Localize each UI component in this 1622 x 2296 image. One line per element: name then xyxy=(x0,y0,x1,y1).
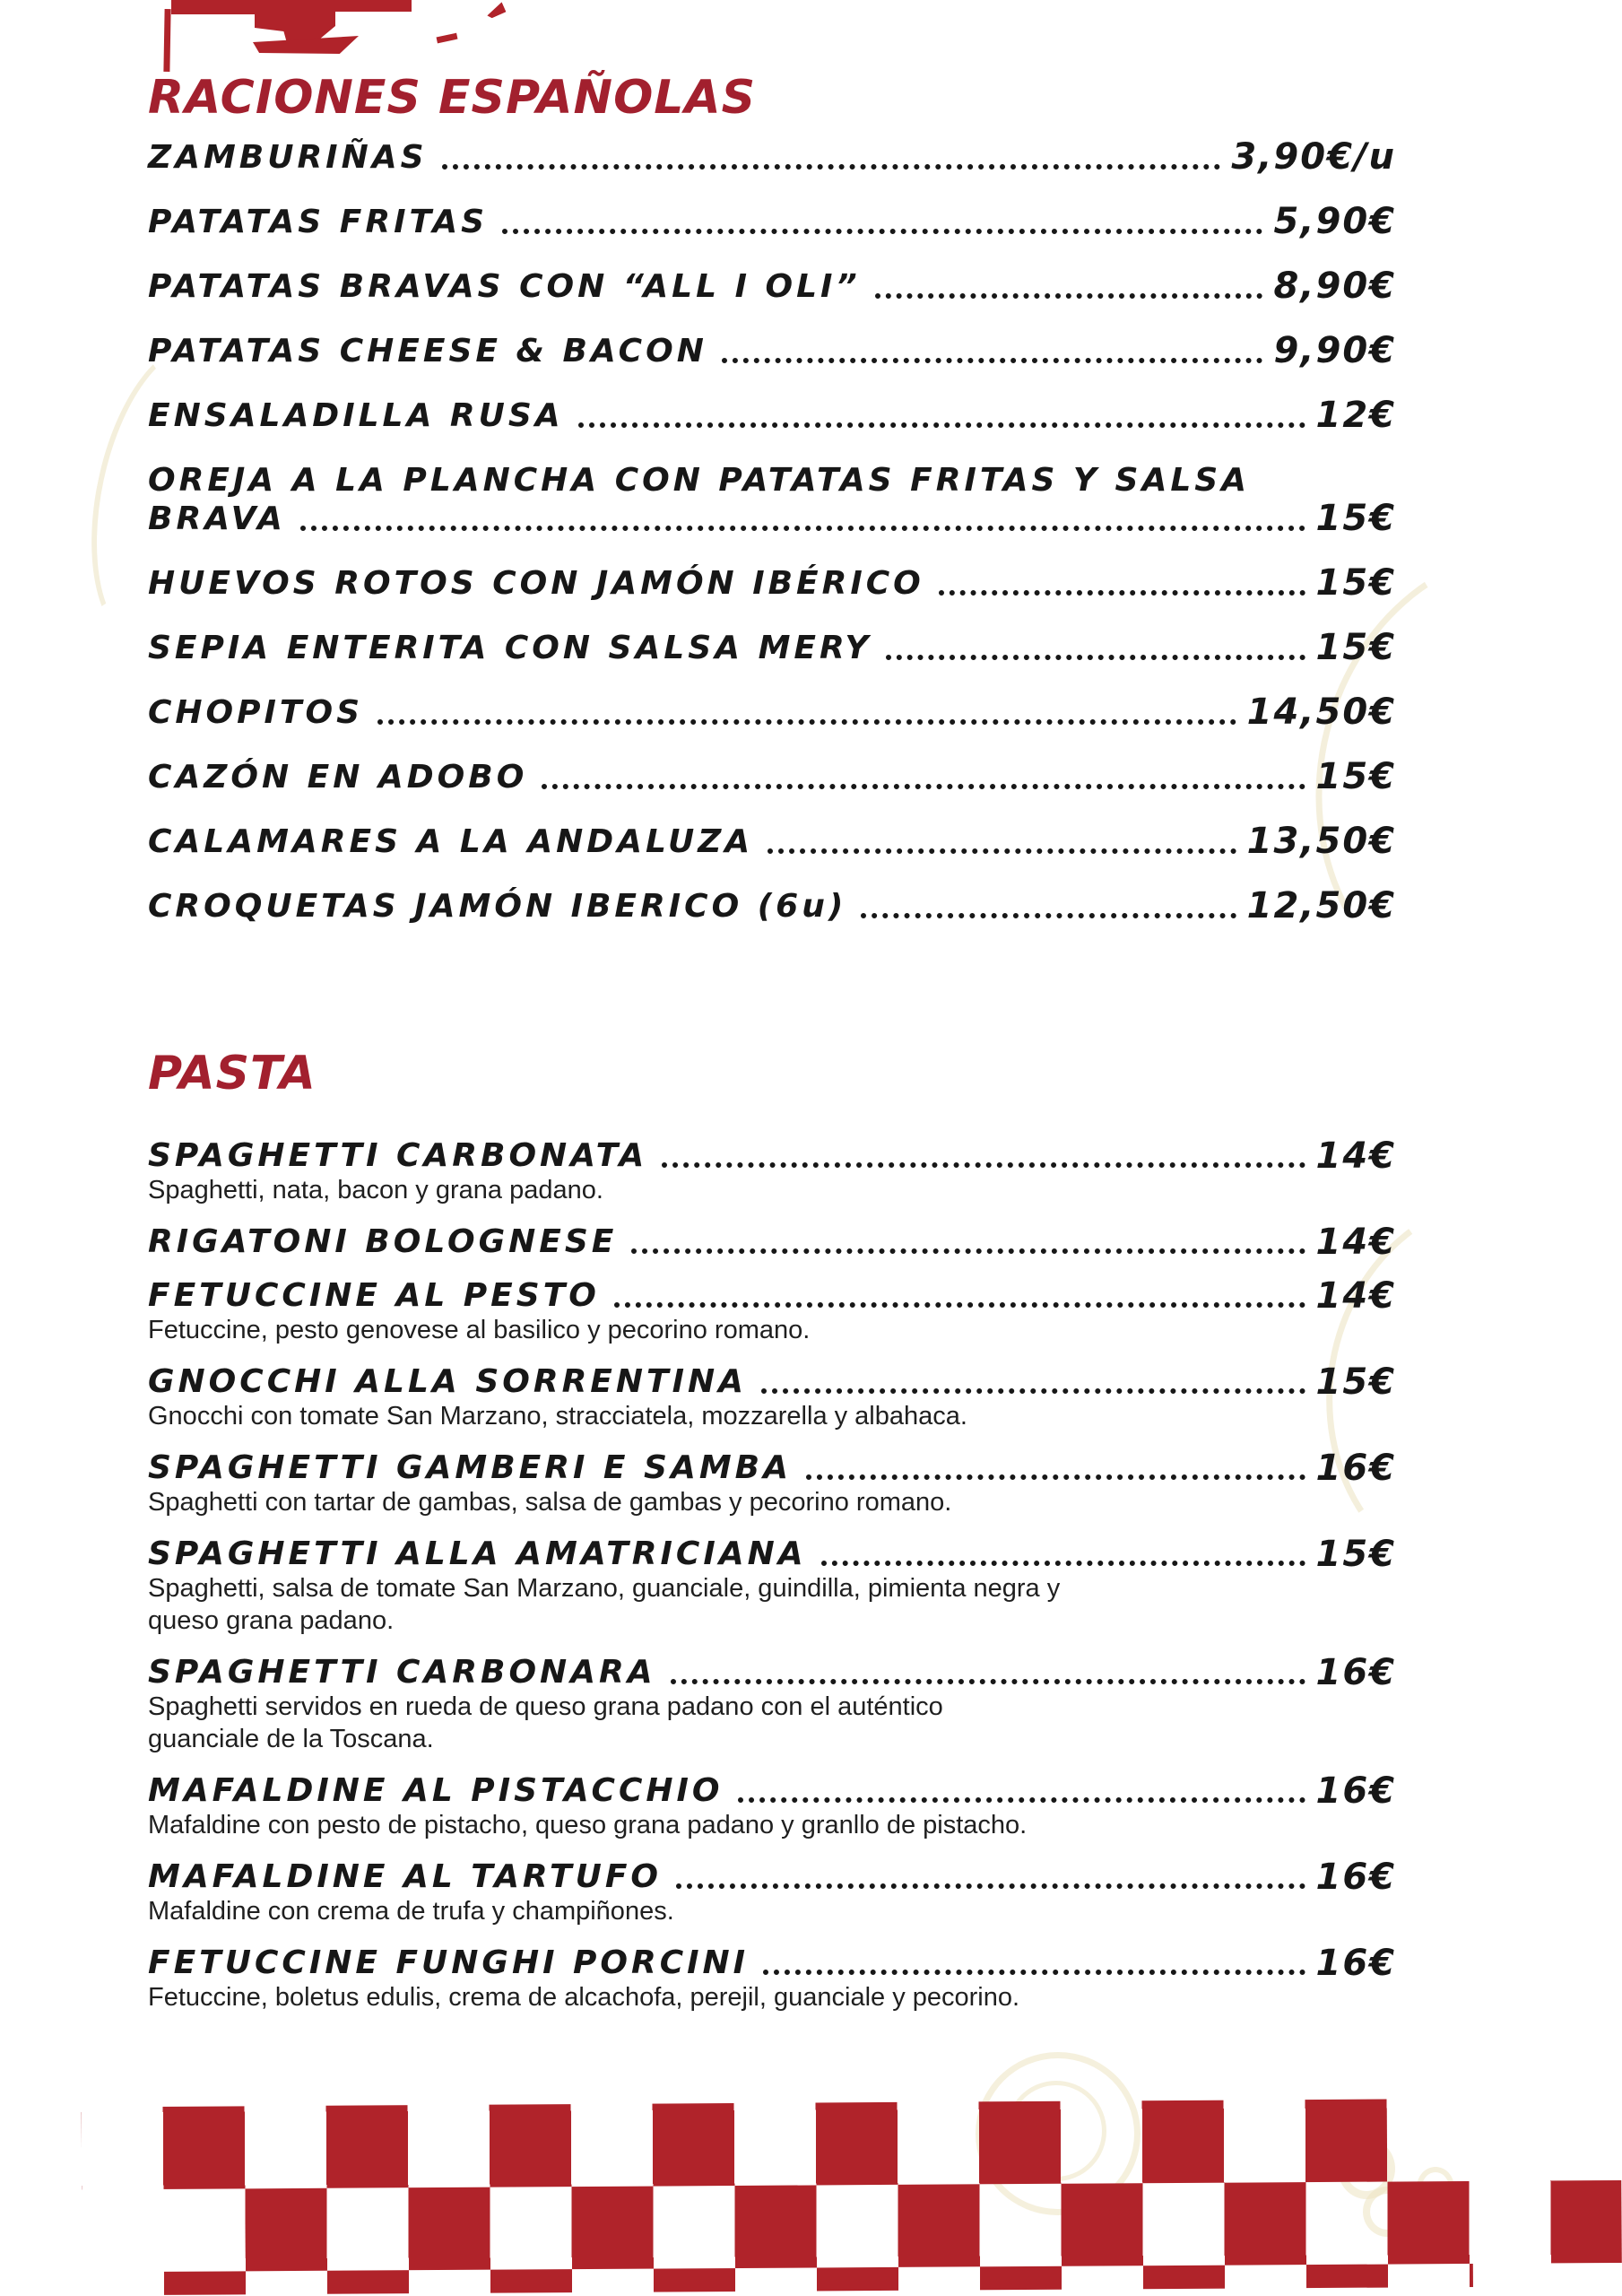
item-price: 16€ xyxy=(1315,1942,1396,1984)
menu-item-row xyxy=(148,1651,1396,1693)
item-name: SPAGHETTI GAMBERI E SAMBA xyxy=(148,1448,792,1486)
item-description: Fetuccine, boletus edulis, crema de alcachofa, perejil, guanciale y pecorino. xyxy=(148,1982,1020,2012)
menu-item xyxy=(148,1772,1396,1842)
item-price: 13,50€ xyxy=(1246,820,1396,862)
menu-item xyxy=(148,822,1396,861)
menu-item xyxy=(148,1274,1396,1347)
menu-item-row xyxy=(148,267,1396,306)
item-description: guanciale de la Toscana. xyxy=(148,1724,434,1753)
menu-item-row xyxy=(148,1449,1396,1487)
item-price: 12,50€ xyxy=(1246,884,1396,926)
item-name: CALAMARES A LA ANDALUZA xyxy=(148,822,754,860)
brush-stroke xyxy=(484,2,506,20)
dots-leader xyxy=(821,1561,1305,1566)
checker-row xyxy=(82,2100,1388,2190)
menu-item-row xyxy=(148,1858,1396,1896)
menu-item-row xyxy=(148,1944,1396,1982)
menu-item-row xyxy=(148,1535,1396,1573)
item-name: CHOPITOS xyxy=(148,693,364,731)
item-price: 3,90€/u xyxy=(1231,135,1396,178)
item-description: Mafaldine con crema de trufa y champiñones. xyxy=(148,1896,674,1926)
item-price: 16€ xyxy=(1315,1770,1396,1812)
menu-item-row xyxy=(148,1363,1396,1401)
item-name: MAFALDINE AL PISTACCHIO xyxy=(148,1771,724,1809)
dots-leader xyxy=(671,1679,1305,1684)
dots-leader xyxy=(502,229,1262,234)
item-name: CAZÓN EN ADOBO xyxy=(148,758,528,796)
dots-leader xyxy=(676,1883,1305,1889)
section-title: RACIONES ESPAÑOLAS xyxy=(148,71,757,125)
item-name: ZAMBURIÑAS xyxy=(148,138,428,176)
menu-section xyxy=(148,1048,1396,2031)
menu-item-row xyxy=(148,396,1396,435)
menu-item xyxy=(148,1944,1396,2014)
dots-leader xyxy=(542,784,1305,789)
item-name: HUEVOS ROTOS CON JAMÓN IBÉRICO xyxy=(148,564,924,602)
item-description: queso grana padano. xyxy=(148,1605,395,1635)
menu-item xyxy=(148,884,1396,926)
menu-item xyxy=(148,1363,1396,1433)
menu-item xyxy=(148,1651,1396,1756)
dots-leader xyxy=(662,1162,1305,1168)
item-name: PATATAS FRITAS xyxy=(148,203,489,240)
menu-item-row xyxy=(148,884,1396,926)
menu-item xyxy=(148,329,1396,371)
dots-leader xyxy=(761,1388,1305,1394)
item-description: Mafaldine con pesto de pistacho, queso grana padano y granllo de pistacho. xyxy=(148,1810,1028,1839)
menu-item xyxy=(148,1535,1396,1638)
item-description: Fetuccine, pesto genovese al basilico y pecorino romano. xyxy=(148,1315,811,1344)
menu-item-row xyxy=(148,693,1396,732)
brush-stroke xyxy=(163,9,170,72)
item-price: 15€ xyxy=(1315,1361,1396,1403)
dots-leader xyxy=(875,293,1263,299)
item-name: SPAGHETTI CARBONATA xyxy=(148,1136,648,1174)
menu-item xyxy=(148,755,1396,797)
checker-square xyxy=(171,0,255,14)
menu-item-row xyxy=(148,200,1396,242)
item-description: Spaghetti con tartar de gambas, salsa de gambas y pecorino romano. xyxy=(148,1487,952,1517)
item-name: FETUCCINE AL PESTO xyxy=(148,1276,600,1314)
item-name: PATATAS BRAVAS CON “ALL I OLI” xyxy=(148,267,861,305)
dots-leader xyxy=(377,719,1236,725)
dots-leader xyxy=(578,422,1305,428)
dots-leader xyxy=(763,1970,1305,1975)
item-description: Spaghetti, salsa de tomate San Marzano, guanciale, guindilla, pimienta negra y xyxy=(148,1573,1061,1603)
checker-square xyxy=(335,0,412,12)
item-price: 8,90€ xyxy=(1273,265,1396,307)
menu-item xyxy=(148,200,1396,242)
menu-section xyxy=(148,72,1396,952)
item-description: Spaghetti servidos en rueda de queso grana padano con el auténtico xyxy=(148,1692,943,1721)
dots-leader xyxy=(886,655,1305,660)
menu-item xyxy=(148,626,1396,668)
item-price: 12€ xyxy=(1315,394,1396,436)
checker-row xyxy=(245,2180,1622,2271)
menu-item xyxy=(148,461,1396,538)
dots-leader xyxy=(614,1302,1305,1308)
menu-item-row xyxy=(148,135,1396,178)
item-name: BRAVA xyxy=(148,500,286,537)
item-price: 16€ xyxy=(1315,1651,1396,1693)
item-price: 14€ xyxy=(1315,1274,1396,1317)
menu-item xyxy=(148,267,1396,306)
dots-leader xyxy=(738,1797,1305,1803)
item-description: Spaghetti, nata, bacon y grana padano. xyxy=(148,1175,603,1205)
dots-leader xyxy=(442,164,1221,170)
menu-item xyxy=(148,561,1396,604)
bottom-checker-border xyxy=(0,2098,1622,2296)
item-name: GNOCCHI ALLA SORRENTINA xyxy=(148,1362,747,1400)
menu-item xyxy=(148,693,1396,732)
item-price: 14€ xyxy=(1315,1221,1396,1263)
item-price: 14,50€ xyxy=(1246,691,1396,733)
section-title: PASTA xyxy=(148,1047,317,1100)
item-price: 5,90€ xyxy=(1273,200,1396,242)
item-price: 15€ xyxy=(1315,497,1396,539)
menu-item xyxy=(148,135,1396,178)
menu-item xyxy=(148,1223,1396,1261)
menu-item-row xyxy=(148,626,1396,668)
item-price: 15€ xyxy=(1315,1533,1396,1575)
item-name: PATATAS CHEESE & BACON xyxy=(148,332,707,370)
dots-leader xyxy=(806,1474,1305,1480)
dots-leader xyxy=(631,1248,1305,1254)
menu-item-row xyxy=(148,329,1396,371)
item-price: 9,90€ xyxy=(1273,329,1396,371)
menu-item xyxy=(148,1449,1396,1519)
item-name: SPAGHETTI CARBONARA xyxy=(148,1653,656,1691)
menu-item-row xyxy=(148,1772,1396,1810)
dots-leader xyxy=(722,358,1263,363)
item-name: RIGATONI BOLOGNESE xyxy=(148,1222,618,1260)
item-price: 15€ xyxy=(1315,561,1396,604)
dots-leader xyxy=(300,526,1305,531)
menu-item xyxy=(148,396,1396,435)
menu-item-row xyxy=(148,822,1396,861)
menu-item-row xyxy=(148,497,1396,539)
menu-item-row xyxy=(148,1274,1396,1317)
menu-item xyxy=(148,1858,1396,1928)
dots-leader xyxy=(939,590,1305,596)
menu-item xyxy=(148,1137,1396,1207)
item-name: FETUCCINE FUNGHI PORCINI xyxy=(148,1944,750,1981)
item-price: 15€ xyxy=(1315,626,1396,668)
menu-item-row xyxy=(148,561,1396,604)
item-price: 16€ xyxy=(1315,1856,1396,1898)
item-name: CROQUETAS JAMÓN IBERICO (6u) xyxy=(148,887,847,925)
item-name-line1: OREJA A LA PLANCHA CON PATATAS FRITAS Y SALSA xyxy=(148,461,1251,499)
menu-item-row xyxy=(148,1223,1396,1261)
dots-leader xyxy=(768,848,1236,854)
dots-leader xyxy=(861,913,1236,918)
item-name: ENSALADILLA RUSA xyxy=(148,396,564,434)
item-price: 15€ xyxy=(1315,755,1396,797)
menu-item-row xyxy=(148,1137,1396,1175)
item-description: Gnocchi con tomate San Marzano, stracciatela, mozzarella y albahaca. xyxy=(148,1401,967,1431)
item-name: SEPIA ENTERITA CON SALSA MERY xyxy=(148,629,872,666)
brush-stroke xyxy=(437,33,458,44)
item-price: 14€ xyxy=(1315,1135,1396,1177)
menu-item-row xyxy=(148,755,1396,797)
item-name: MAFALDINE AL TARTUFO xyxy=(148,1857,663,1895)
item-name: SPAGHETTI ALLA AMATRICIANA xyxy=(148,1535,807,1572)
item-price: 16€ xyxy=(1315,1447,1396,1489)
